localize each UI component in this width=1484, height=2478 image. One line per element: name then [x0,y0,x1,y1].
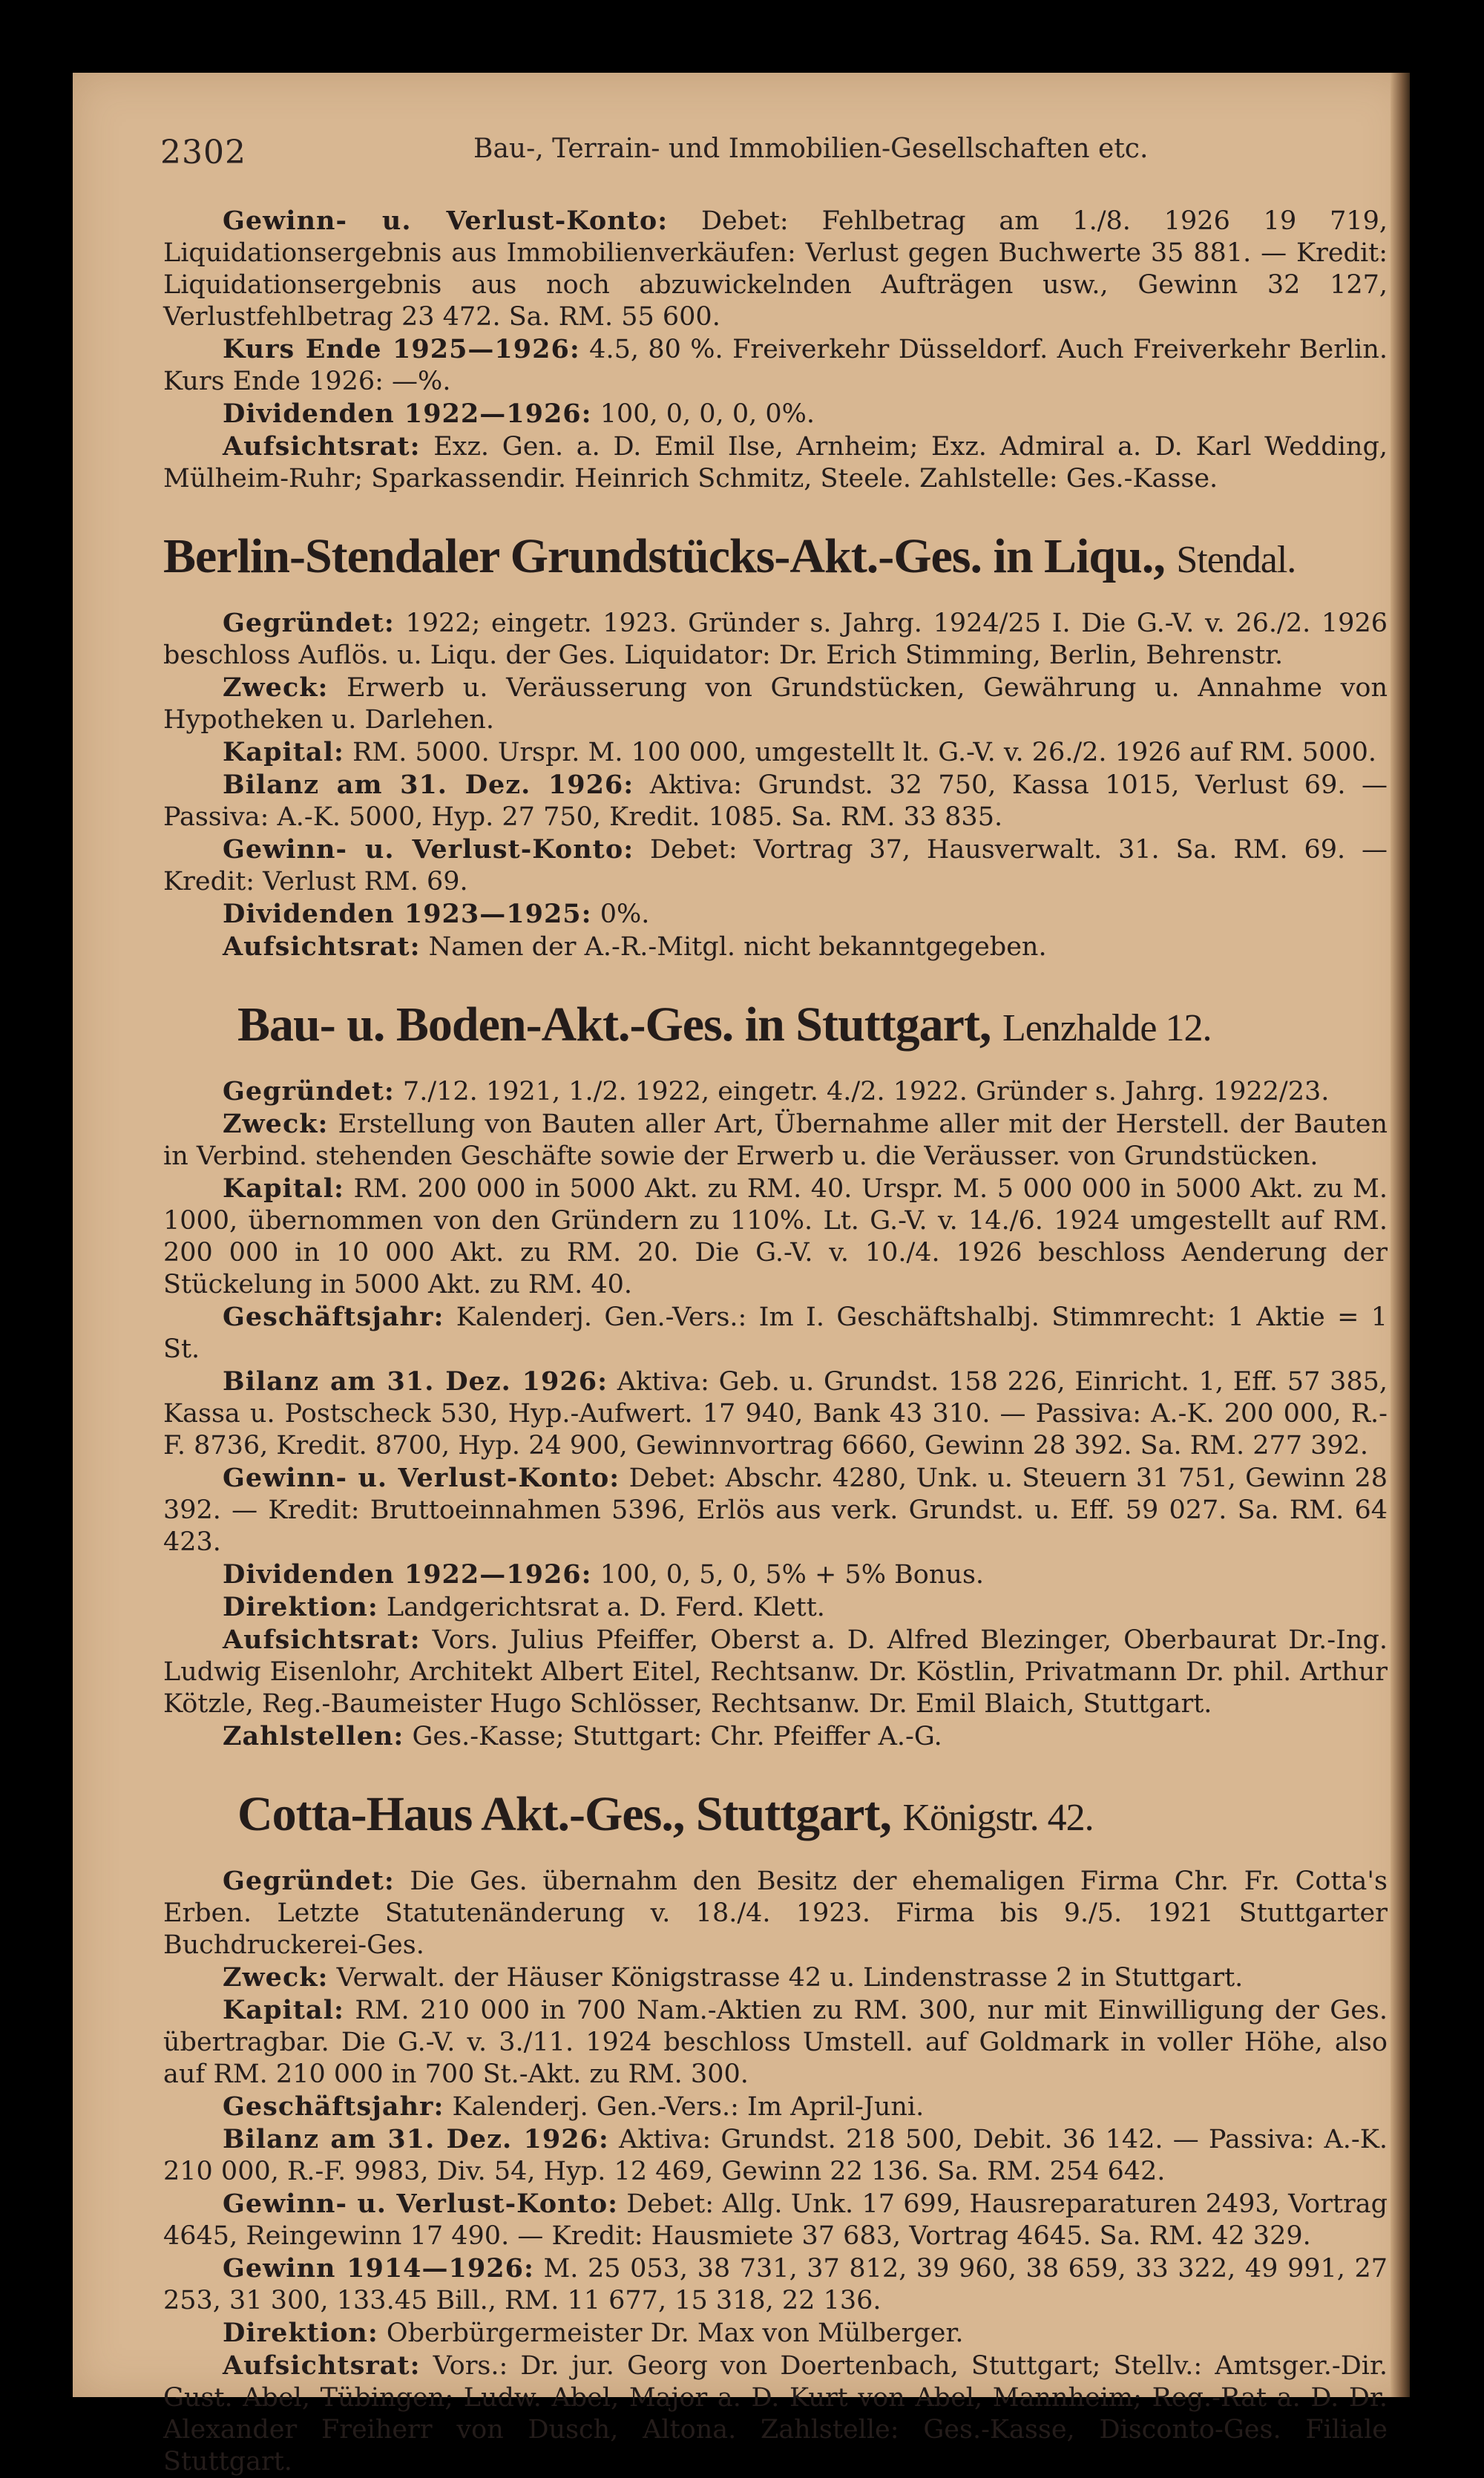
paragraph-text: Debet: Allg. Unk. 17 699, Hausreparaturen 2493, Vortrag 4645, Reingewinn 17 490. — Kredit: Hausmiete 37 683, Vortrag 4645. Sa. RM. 42 329. [163,2189,1388,2251]
page-number: 2302 [160,134,246,171]
entry-paragraph [163,1366,1388,1462]
paragraph-text: RM. 5000. Urspr. M. 100 000, umgestellt lt. G.-V. v. 26./2. 1926 auf RM. 5000. [344,738,1376,767]
entry-paragraph [163,736,1388,769]
paragraph-label: Bilanz am 31. Dez. 1926: [223,770,634,800]
page-content [163,205,1388,2478]
entry-paragraph [163,430,1388,495]
paragraph-text: RM. 210 000 in 700 Nam.-Aktien zu RM. 300, nur mit Einwilligung der Ges. übertragbar. Die G.-V. v. 3./11. 1924 beschloss Umstell. auf Goldmark in voller Höhe, also auf RM. 210 000 in 700 St.-Akt. zu RM. 300. [163,1996,1388,2089]
paragraph-text: Namen der A.-R.-Mitgl. nicht bekanntgegeben. [420,932,1047,962]
paragraph-text: Verwalt. der Häuser Königstrasse 42 u. Lindenstrasse 2 in Stuttgart. [328,1963,1244,1993]
paragraph-label: Aufsichtsrat: [223,931,421,962]
entry-paragraph [163,1108,1388,1173]
paragraph-text: Exz. Gen. a. D. Emil Ilse, Arnheim; Exz. Admiral a. D. Karl Wedding, Mülheim-Ruhr; Sparkassendir. Heinrich Schmitz, Steele. Zahlstelle: Ges.-Kasse. [163,432,1388,494]
paragraph-text: Debet: Fehlbetrag am 1./8. 1926 19 719, Liquidationsergebnis aus Immobilienverkäufen: Verlust gegen Buchwerte 35 881. — Kredit: Liquidationsergebnis aus noch abzuwickelnden Aufträgen usw., Gewinn 32 127, Verlustfehlbetrag 23 472. Sa. RM. 55 600. [163,206,1388,332]
entry-paragraph [163,1173,1388,1301]
entry-paragraph [163,769,1388,833]
paragraph-label: Kapital: [223,737,344,767]
paragraph-text: RM. 200 000 in 5000 Akt. zu RM. 40. Urspr. M. 5 000 000 in 5000 Akt. zu M. 1000, übernommen von den Gründern zu 110%. Lt. G.-V. v. 14./6. 1924 umgestellt auf RM. 200 000 in 10 000 Akt. zu RM. 20. Die G.-V. v. 10./4. 1926 beschloss Aenderung der Stückelung in 5000 Akt. zu RM. 40. [163,1174,1388,1299]
entry-paragraph [163,1558,1388,1591]
paragraph-text: Debet: Abschr. 4280, Unk. u. Steuern 31 751, Gewinn 28 392. — Kredit: Bruttoeinnahmen 5396, Erlös aus verk. Grundst. u. Eff. 59 027. Sa. RM. 64 423. [163,1463,1388,1557]
paragraph-label: Zweck: [223,1109,329,1139]
entry-paragraph [163,2188,1388,2252]
page-edge [1391,73,1410,2397]
paragraph-label: Kapital: [223,1995,344,2025]
entry-paragraph [163,931,1388,963]
paragraph-label: Dividenden 1922—1926: [223,1559,592,1590]
paragraph-text: 0%. [591,899,650,929]
entry-title-location: Stendal. [1176,539,1296,581]
entry-paragraph [163,2091,1388,2123]
paragraph-text: Die Ges. übernahm den Besitz der ehemaligen Firma Chr. Fr. Cotta's Erben. Letzte Statutenänderung v. 18./4. 1923. Firma bis 9./5. 1921 Stuttgarter Buchdruckerei-Ges. [163,1866,1388,1960]
entry-paragraph [163,833,1388,898]
entry-title-location: Königstr. 42. [902,1797,1094,1839]
paragraph-text: Debet: Vortrag 37, Hausverwalt. 31. Sa. RM. 69. — Kredit: Verlust RM. 69. [163,835,1388,897]
running-title: Bau-, Terrain- und Immobilien-Gesellschaften etc. [473,134,1149,164]
paragraph-label: Gewinn- u. Verlust-Konto: [223,2189,618,2219]
entry-paragraph [163,1624,1388,1720]
paragraph-label: Direktion: [223,1592,378,1622]
paragraph-label: Gegründet: [223,1076,395,1107]
paragraph-text: Aktiva: Grundst. 218 500, Debit. 36 142. — Passiva: A.-K. 210 000, R.-F. 9983, Div. 54, Hyp. 12 469, Gewinn 22 136. Sa. RM. 254 642. [163,2125,1388,2186]
paragraph-label: Dividenden 1922—1926: [223,399,592,429]
entry-paragraph [163,2252,1388,2317]
entry-paragraph [163,2123,1388,2188]
paragraph-text: Landgerichtsrat a. D. Ferd. Klett. [378,1593,825,1622]
entry-paragraph [163,333,1388,398]
entry-bau-boden [163,994,1388,1753]
entry-paragraph [163,1462,1388,1558]
entry-title-location: Lenzhalde 12. [1002,1007,1212,1049]
paragraph-label: Bilanz am 31. Dez. 1926: [223,1366,608,1397]
entry-title-text: Cotta-Haus Akt.-Ges., Stuttgart, [237,1787,891,1841]
entry-paragraph [163,1591,1388,1624]
paragraph-text: Aktiva: Geb. u. Grundst. 158 226, Einricht. 1, Eff. 57 385, Kassa u. Postscheck 530, Hyp.-Aufwert. 17 940, Bank 43 310. — Passiva: A.-K. 200 000, R.-F. 8736, Kredit. 8700, Hyp. 24 900, Gewinnvortrag 6660, Gewinn 28 392. Sa. RM. 277 392. [163,1367,1388,1461]
entry-title [163,526,1388,591]
paragraph-text: Vors. Julius Pfeiffer, Oberst a. D. Alfred Blezinger, Oberbaurat Dr.-Ing. Ludwig Eisenlohr, Architekt Albert Eitel, Rechtsanw. Dr. Köstlin, Privatmann Dr. phil. Arthur Kötzle, Reg.-Baumeister Hugo Schlösser, Rechtsanw. Dr. Emil Blaich, Stuttgart. [163,1625,1388,1719]
paragraph-label: Geschäftsjahr: [223,2091,444,2122]
entry-paragraph [163,2350,1388,2478]
entry-cotta-haus [163,1784,1388,2478]
paragraph-text: Erwerb u. Veräusserung von Grundstücken, Gewährung u. Annahme von Hypotheken u. Darlehen. [163,673,1388,735]
entry-title-text: Bau- u. Boden-Akt.-Ges. in Stuttgart, [237,997,991,1052]
entry-title-text: Berlin-Stendaler Grundstücks-Akt.-Ges. in Liqu., [163,529,1165,583]
entry-paragraph [163,1075,1388,1108]
entry-paragraph [163,672,1388,736]
paragraph-text: Erstellung von Bauten aller Art, Übernahme aller mit der Herstell. der Bauten in Verbind. stehenden Geschäfte sowie der Erwerb u. die Veräusser. von Grundstücken. [163,1109,1388,1171]
paragraph-label: Direktion: [223,2318,378,2348]
entry-paragraph [163,1961,1388,1994]
entry-paragraph [163,1994,1388,2091]
entry-paragraph [163,1865,1388,1961]
paragraph-text: 100, 0, 0, 0, 0%. [591,399,815,429]
paragraph-label: Gewinn- u. Verlust-Konto: [223,1463,620,1493]
entry-paragraph [163,898,1388,931]
paragraph-label: Zweck: [223,672,329,703]
paragraph-text: Vors.: Dr. jur. Georg von Doertenbach, Stuttgart; Stellv.: Amtsger.-Dir. Gust. Abel, Tübingen; Ludw. Abel, Major a. D. Kurt von Abel, Mannheim; Reg.-Rat a. D. Dr. Alexander Freiherr von Dusch, Altona. Zahlstelle: Ges.-Kasse, Disconto-Ges. Filiale Stuttgart. [163,2351,1388,2477]
paragraph-label: Geschäftsjahr: [223,1302,444,1332]
entry-paragraph [163,1301,1388,1366]
paragraph-label: Zweck: [223,1962,329,1993]
paragraph-text: 7./12. 1921, 1./2. 1922, eingetr. 4./2. 1922. Gründer s. Jahrg. 1922/23. [394,1077,1330,1107]
entry-paragraph [163,607,1388,672]
paragraph-text: 100, 0, 5, 0, 5% + 5% Bonus. [591,1560,985,1590]
paragraph-text: Kalenderj. Gen.-Vers.: Im April-Juni. [444,2092,925,2122]
paragraph-text: 1922; eingetr. 1923. Gründer s. Jahrg. 1924/25 I. Die G.-V. v. 26./2. 1926 beschloss Auflös. u. Liqu. der Ges. Liquidator: Dr. Erich Stimming, Berlin, Behrenstr. [163,609,1388,670]
entry-continued [163,205,1388,495]
paragraph-label: Gewinn 1914—1926: [223,2253,534,2284]
entry-paragraph [163,1720,1388,1753]
entry-title [237,1784,1388,1849]
paragraph-label: Zahlstellen: [223,1721,404,1751]
entry-title [237,994,1388,1059]
entry-berlin-stendaler [163,526,1388,963]
paragraph-label: Aufsichtsrat: [223,431,421,462]
paragraph-text: Aktiva: Grundst. 32 750, Kassa 1015, Verlust 69. — Passiva: A.-K. 5000, Hyp. 27 750, Kredit. 1085. Sa. RM. 33 835. [163,770,1388,832]
paragraph-label: Aufsichtsrat: [223,2350,421,2381]
paragraph-label: Gegründet: [223,1866,395,1896]
paragraph-text: Kalenderj. Gen.-Vers.: Im I. Geschäftshalbj. Stimmrecht: 1 Aktie = 1 St. [163,1302,1388,1364]
paragraph-label: Dividenden 1923—1925: [223,899,592,929]
paragraph-text: M. 25 053, 38 731, 37 812, 39 960, 38 659, 33 322, 49 991, 27 253, 31 300, 133.45 Bill., RM. 11 677, 15 318, 22 136. [163,2254,1388,2315]
paragraph-label: Bilanz am 31. Dez. 1926: [223,2124,609,2154]
paragraph-label: Gewinn- u. Verlust-Konto: [223,834,634,865]
paragraph-label: Gegründet: [223,608,395,638]
paragraph-text: Oberbürgermeister Dr. Max von Mülberger. [378,2318,964,2348]
paragraph-label: Kurs Ende 1925—1926: [223,334,580,364]
paragraph-label: Gewinn- u. Verlust-Konto: [223,206,669,236]
paragraph-label: Aufsichtsrat: [223,1625,421,1655]
paragraph-label: Kapital: [223,1173,344,1204]
paragraph-text: 4.5, 80 %. Freiverkehr Düsseldorf. Auch Freiverkehr Berlin. Kurs Ende 1926: —%. [163,335,1388,396]
entry-paragraph [163,2317,1388,2350]
paragraph-text: Ges.-Kasse; Stuttgart: Chr. Pfeiffer A.-G. [404,1722,942,1751]
entry-paragraph [163,398,1388,430]
book-page [73,73,1410,2477]
entry-paragraph [163,205,1388,333]
